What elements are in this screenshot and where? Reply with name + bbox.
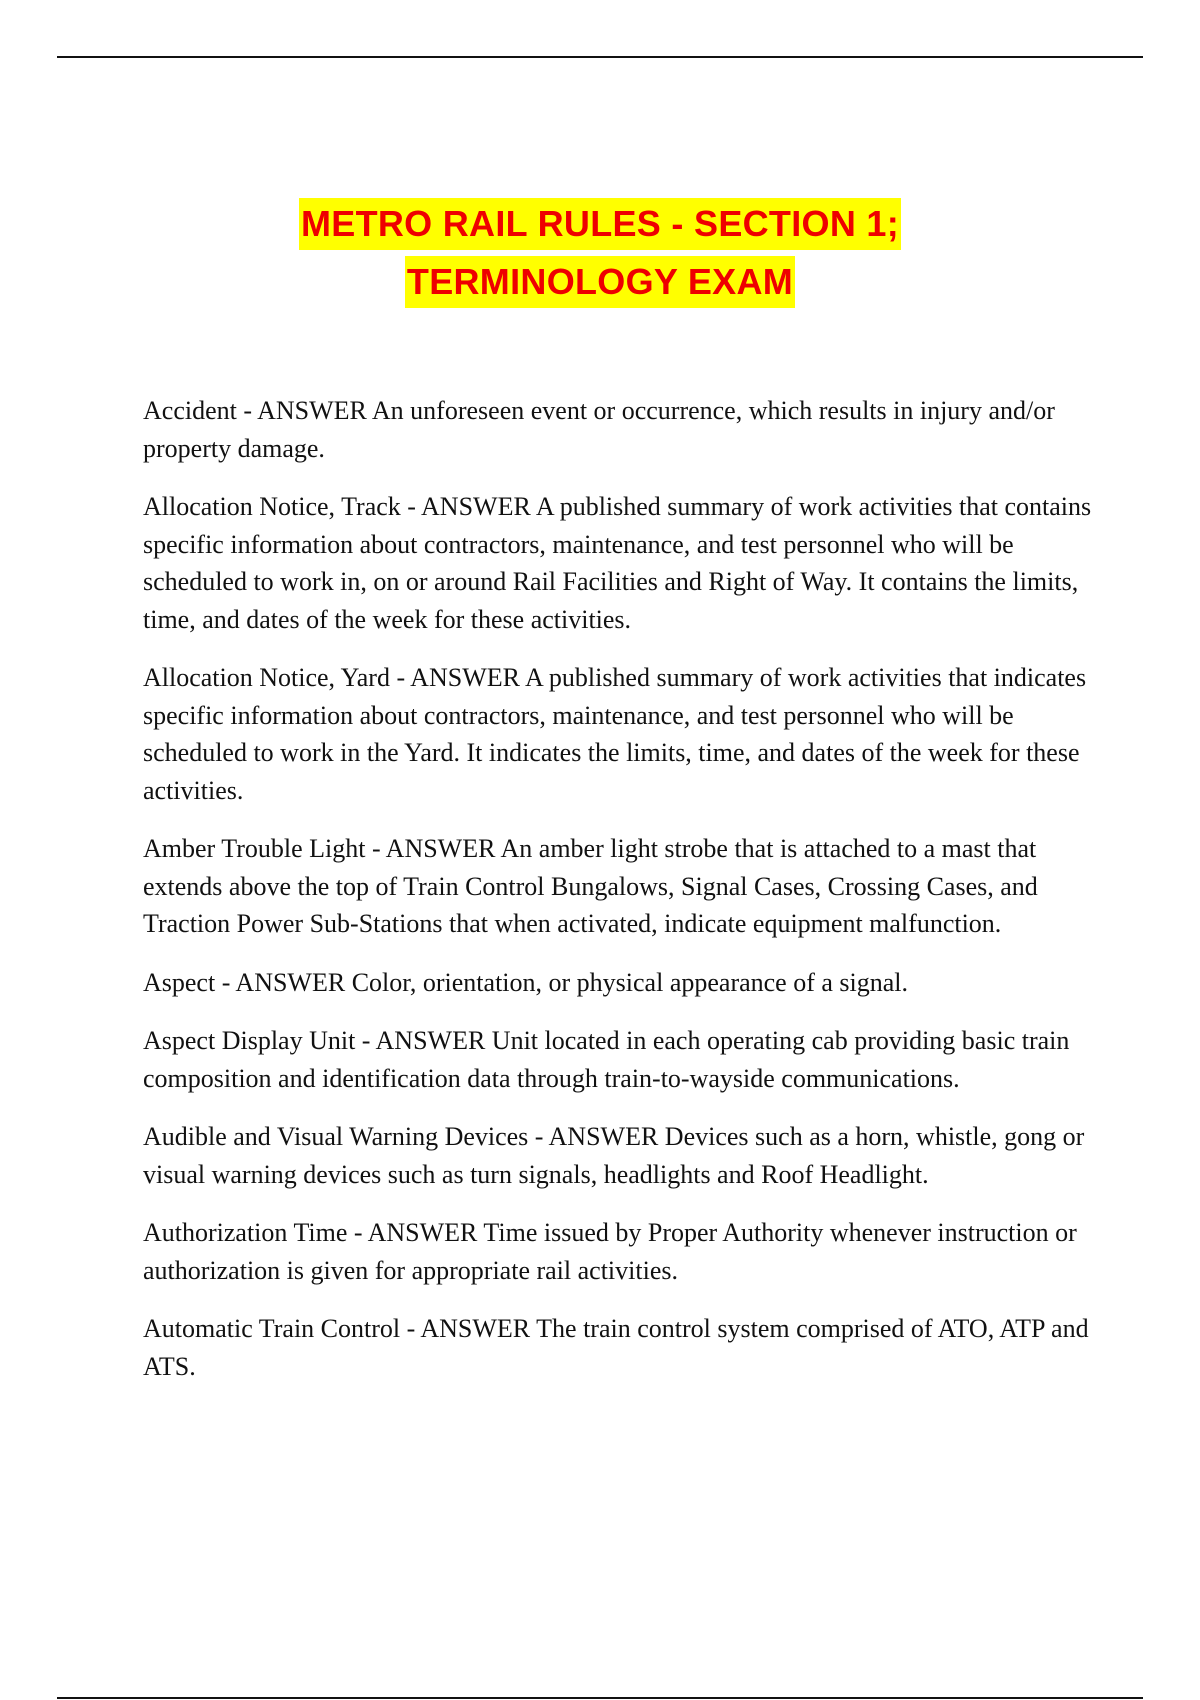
entry-aspect: Aspect - ANSWER Color, orientation, or physical appearance of a signal. (143, 967, 909, 997)
bottom-rule (57, 1697, 1143, 1699)
entry-audible-visual-warning-devices: Audible and Visual Warning Devices - ANSWER Devices such as a horn, whistle, gong or visual warning devices such as turn signals, headlights and Roof Headlight. (143, 1122, 1085, 1189)
entry-aspect-display-unit: Aspect Display Unit - ANSWER Unit located in each operating cab providing basic train composition and identification data through train-to-wayside communications. (143, 1026, 1070, 1093)
top-rule (57, 56, 1143, 58)
entry-allocation-notice-track: Allocation Notice, Track - ANSWER A published summary of work activities that contains specific information about contractors, maintenance, and test personnel who will be scheduled to work in, on or around Rail Facilities and Right of Way. It contains the limits, time, and dates of the week for these activities. (143, 492, 1092, 634)
terminology-list (143, 392, 1103, 1406)
title-line-2: TERMINOLOGY EXAM (405, 256, 795, 308)
entry-amber-trouble-light: Amber Trouble Light - ANSWER An amber light strobe that is attached to a mast that extends above the top of Train Control Bungalows, Signal Cases, Crossing Cases, and Traction Power Sub-Stations that when activated, indicate equipment malfunction. (143, 834, 1038, 938)
entry-allocation-notice-yard: Allocation Notice, Yard - ANSWER A published summary of work activities that indicates specific information about contractors, maintenance, and test personnel who will be scheduled to work in the Yard. It indicates the limits, time, and dates of the week for these activities. (143, 663, 1087, 805)
document-title (0, 198, 1200, 314)
entry-accident: Accident - ANSWER An unforeseen event or occurrence, which results in injury and/or property damage. (143, 396, 1055, 463)
entry-authorization-time: Authorization Time - ANSWER Time issued by Proper Authority whenever instruction or authorization is given for appropriate rail activities. (143, 1218, 1077, 1285)
title-line-1: METRO RAIL RULES - SECTION 1; (299, 198, 901, 250)
entry-automatic-train-control: Automatic Train Control - ANSWER The train control system comprised of ATO, ATP and ATS. (143, 1314, 1089, 1381)
